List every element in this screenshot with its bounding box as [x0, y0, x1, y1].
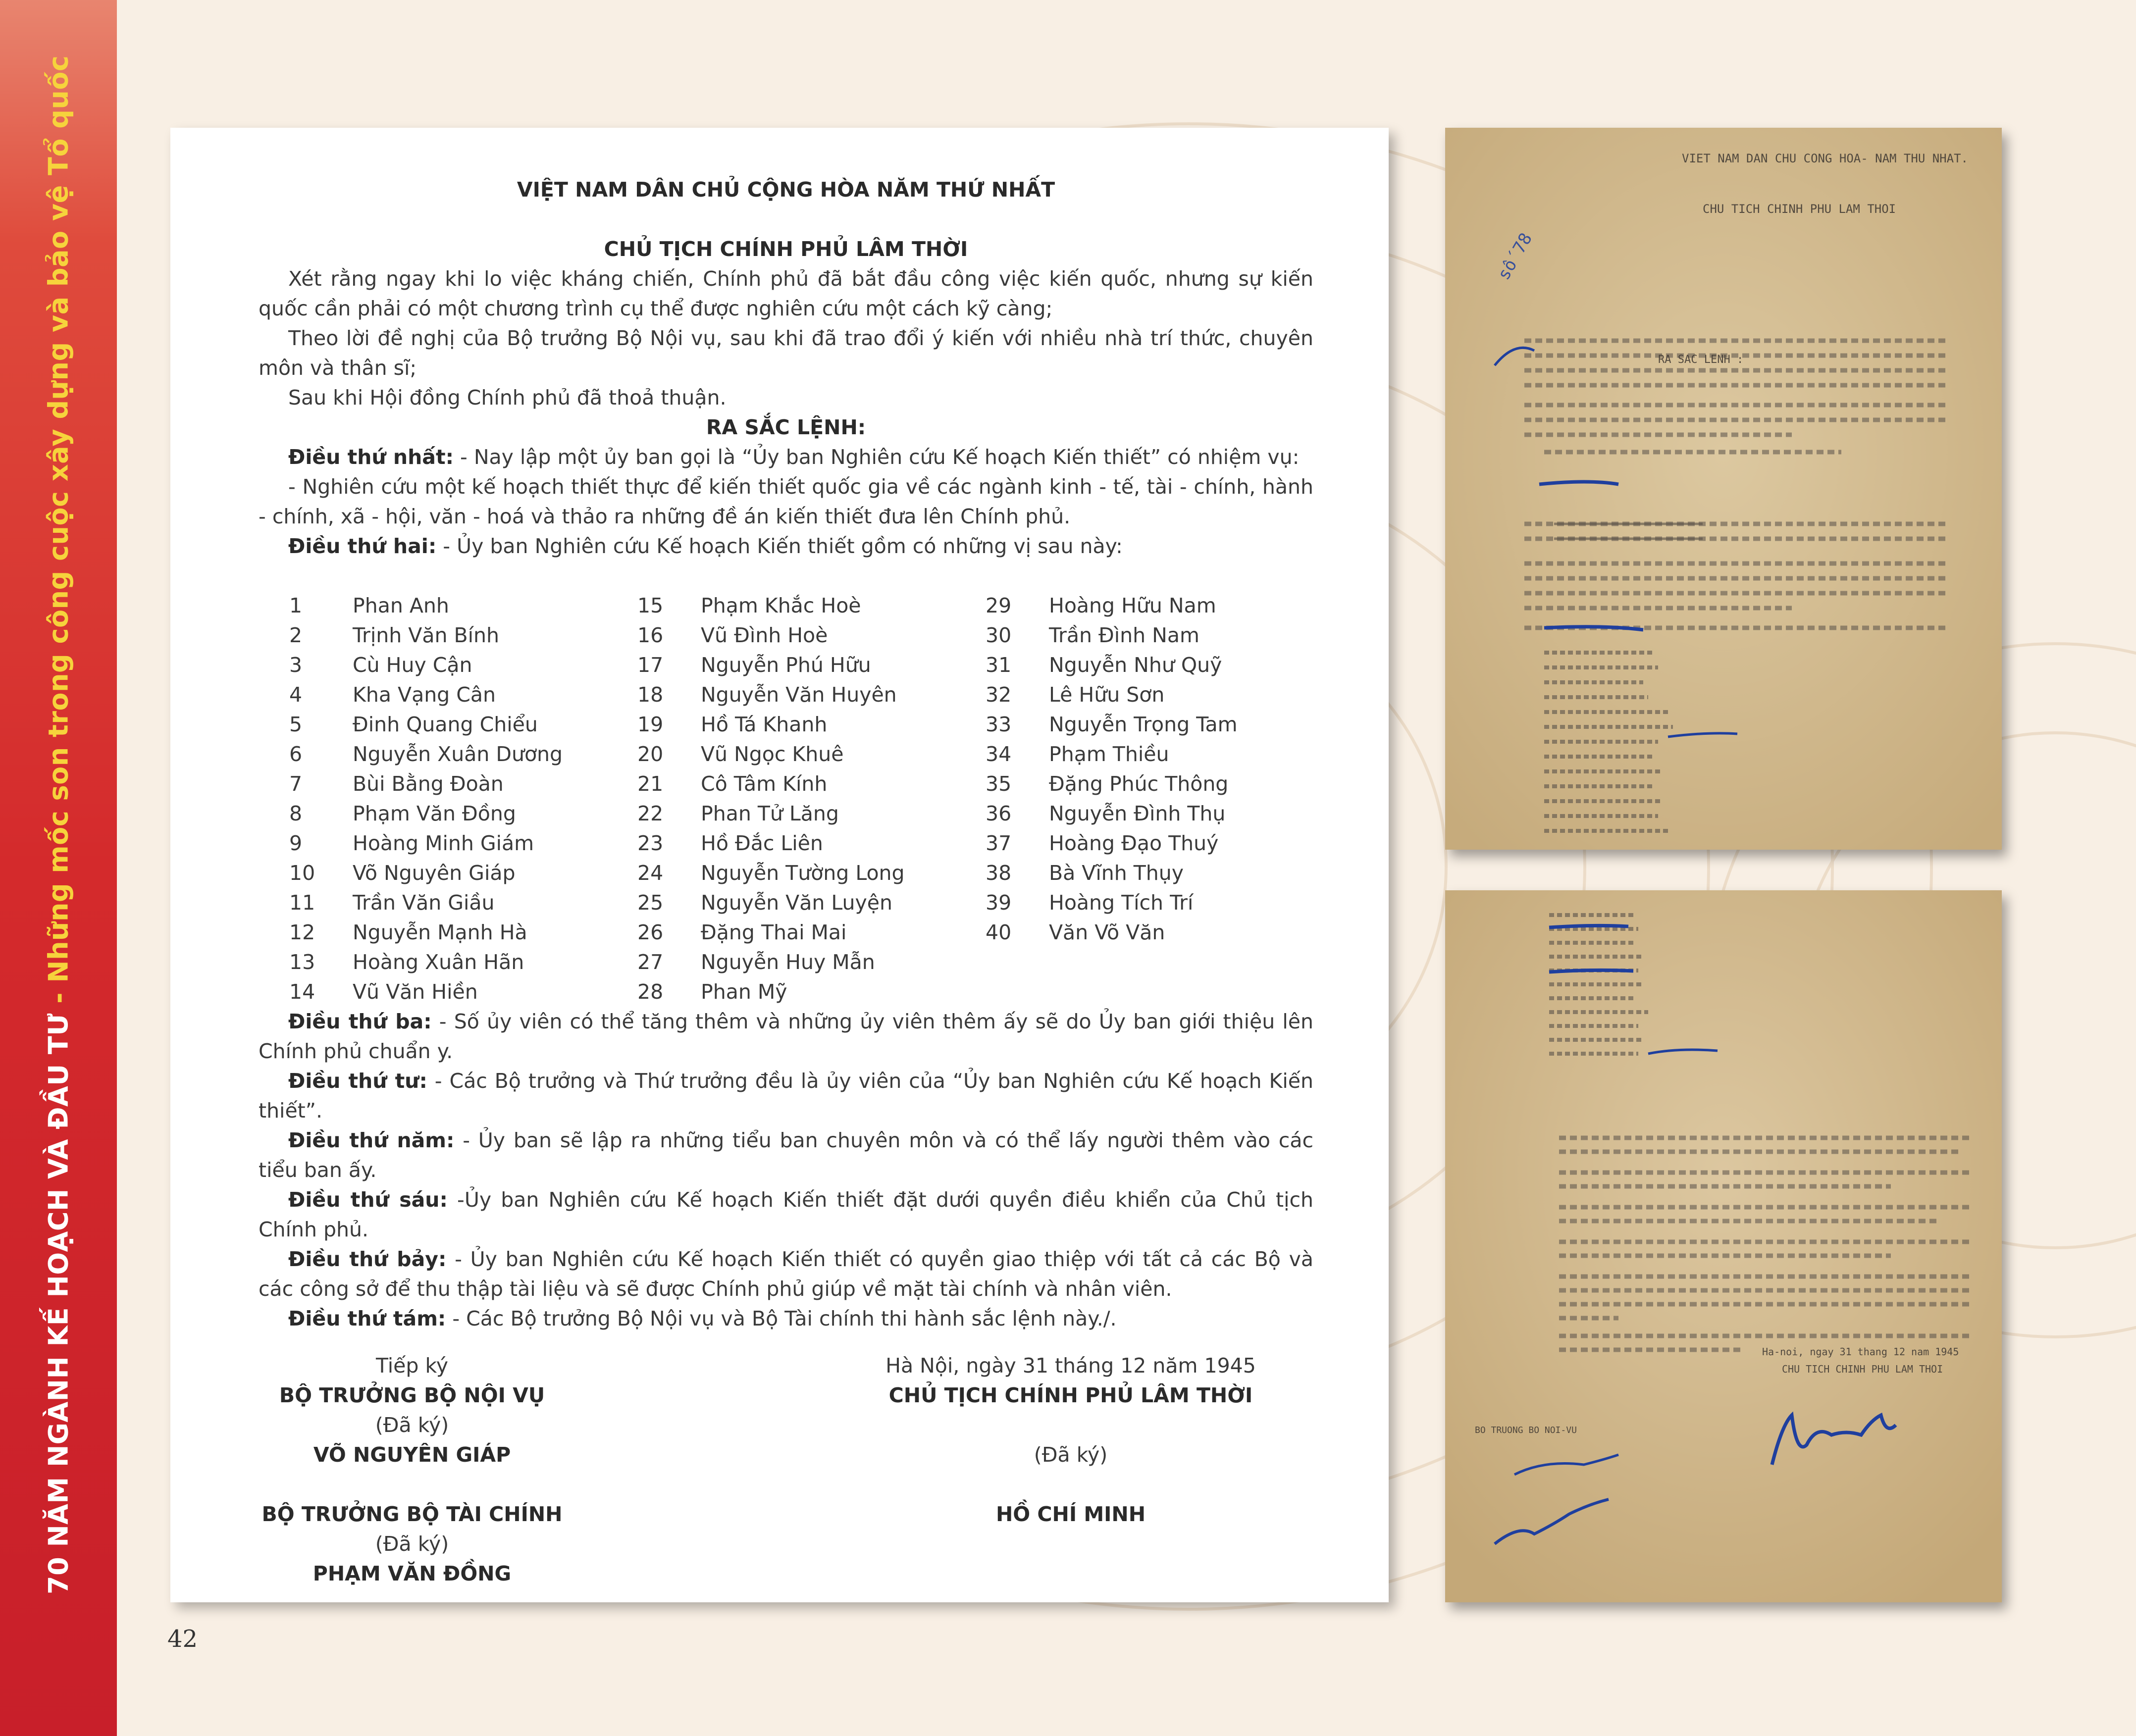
member-number: 10 — [289, 861, 315, 885]
decree-header-president: CHỦ TỊCH CHÍNH PHỦ LÂM THỜI — [604, 237, 968, 261]
scan-document-number: số 78 — [1494, 229, 1537, 284]
member-number: 27 — [637, 950, 664, 974]
member-number: 26 — [637, 920, 664, 944]
member-name — [1049, 947, 1334, 977]
member-name: Phạm Thiều — [1049, 742, 1169, 766]
article-4 — [259, 1066, 1313, 1125]
page-number: 42 — [167, 1625, 198, 1653]
member-name: Nguyễn Văn Luyện — [701, 891, 892, 915]
article-8-label: Điều thứ tám: — [288, 1307, 446, 1330]
member-number — [986, 947, 1049, 977]
preamble-3: Sau khi Hội đồng Chính phủ đã thoả thuận. — [288, 386, 727, 409]
article-5-text: - Ủy ban sẽ lập ra những tiểu ban chuyên môn và có thể lấy người thêm vào các tiểu ban ấy. — [259, 1128, 1313, 1182]
member-name: Nguyễn Xuân Dương — [353, 742, 563, 766]
article-2-label: Điều thứ hai: — [288, 534, 437, 558]
scan-interior-title: BO TRUONG BO NOI-VU — [1475, 1425, 1577, 1435]
member-number — [986, 977, 1049, 1007]
member-name: Hoàng Đạo Thuý — [1049, 831, 1219, 855]
member-number: 13 — [289, 950, 315, 974]
member-name: Vũ Ngọc Khuê — [701, 742, 844, 766]
member-name: Nguyễn Phú Hữu — [701, 653, 871, 677]
article-1-text: - Nay lập một ủy ban gọi là “Ủy ban Nghiên cứu Kế hoạch Kiến thiết” có nhiệm vụ: — [453, 445, 1300, 469]
interior-minister-name: VÕ NGUYÊN GIÁP — [313, 1443, 511, 1467]
article-1 — [259, 442, 1313, 472]
scan-decree-title: RA SAC LENH : — [1658, 354, 1744, 366]
signed-note: (Đã ký) — [1034, 1443, 1108, 1467]
member-name: Phan Tử Lăng — [701, 802, 839, 825]
member-number: 2 — [289, 623, 303, 647]
article-6-text: -Ủy ban Nghiên cứu Kế hoạch Kiến thiết đặt dưới quyền điều khiển của Chủ tịch Chính phủ. — [259, 1188, 1313, 1241]
sidebar-title-part1: 70 NĂM NGÀNH KẾ HOẠCH VÀ ĐẦU TƯ — [43, 1013, 74, 1594]
article-3-label: Điều thứ ba: — [288, 1010, 432, 1033]
signed-note: (Đã ký) — [375, 1413, 449, 1437]
article-7 — [259, 1244, 1313, 1304]
article-1-sub: - Nghiên cứu một kế hoạch thiết thực để kiến thiết quốc gia về các ngành kinh - tế, tài - chính, hành - chính, xã - hội, văn - hoá và thảo ra những đề án kiến thiết đưa lên Chính phủ. — [259, 475, 1313, 528]
interior-minister-title: BỘ TRƯỞNG BỘ NỘI VỤ — [279, 1383, 545, 1407]
member-number: 12 — [289, 920, 315, 944]
member-number: 17 — [637, 653, 664, 677]
member-number: 19 — [637, 713, 664, 736]
member-number: 39 — [986, 891, 1012, 915]
countersign-label: Tiếp ký — [375, 1354, 448, 1378]
member-number: 1 — [289, 594, 303, 617]
article-5 — [259, 1125, 1313, 1185]
sidebar-title — [43, 55, 74, 1594]
member-name: Võ Nguyên Giáp — [353, 861, 516, 885]
member-name: Hoàng Tích Trí — [1049, 891, 1194, 915]
member-number: 24 — [637, 861, 664, 885]
member-name: Hồ Tá Khanh — [701, 713, 828, 736]
signature-right — [883, 1351, 1259, 1529]
member-name: Hoàng Xuân Hãn — [353, 950, 524, 974]
article-7-text: - Ủy ban Nghiên cứu Kế hoạch Kiến thiết có quyền giao thiệp với tất cả các Bộ và các công sở để thu thập tài liệu và sẽ được Chính phủ giúp về mặt tài chính và nhân viên. — [259, 1247, 1313, 1301]
member-number: 5 — [289, 713, 303, 736]
member-name: Nguyễn Văn Huyên — [701, 683, 897, 707]
member-name: Bà Vĩnh Thụy — [1049, 861, 1184, 885]
member-number: 7 — [289, 772, 303, 796]
member-name: Trần Văn Giầu — [353, 891, 495, 915]
member-number: 8 — [289, 802, 303, 825]
member-number: 33 — [986, 713, 1012, 736]
signed-note: (Đã ký) — [375, 1532, 449, 1556]
member-name: Trần Đình Nam — [1049, 623, 1199, 647]
member-name: Hoàng Minh Giám — [353, 831, 534, 855]
member-number: 18 — [637, 683, 664, 707]
member-name: Đinh Quang Chiểu — [353, 713, 538, 736]
signature-left — [259, 1351, 566, 1588]
member-number: 29 — [986, 594, 1012, 617]
member-number: 16 — [637, 623, 664, 647]
member-number: 34 — [986, 742, 1012, 766]
member-number: 36 — [986, 802, 1012, 825]
member-name: Nguyễn Đình Thụ — [1049, 802, 1226, 825]
member-number: 3 — [289, 653, 303, 677]
finance-minister-name: PHẠM VĂN ĐỒNG — [313, 1562, 512, 1585]
member-number: 35 — [986, 772, 1012, 796]
article-1-label: Điều thứ nhất: — [288, 445, 454, 469]
member-name: Hoàng Hữu Nam — [1049, 594, 1216, 617]
member-name — [1049, 977, 1334, 1007]
preamble-1: Xét rằng ngay khi lo việc kháng chiến, Chính phủ đã bắt đầu công việc kiến quốc, nhưng sự kiến quốc cần phải có một chương trình cụ thể được nghiên cứu một cách kỹ càng; — [259, 267, 1313, 320]
member-number: 23 — [637, 831, 664, 855]
original-scan-page-2 — [1445, 890, 2002, 1602]
decree-header-country: VIỆT NAM DÂN CHỦ CỘNG HÒA NĂM THỨ NHẤT — [517, 178, 1055, 202]
article-3 — [259, 1007, 1313, 1066]
member-number: 37 — [986, 831, 1012, 855]
member-name: Hồ Đắc Liên — [701, 831, 823, 855]
article-2-text: - Ủy ban Nghiên cứu Kế hoạch Kiến thiết gồm có những vị sau này: — [436, 534, 1123, 558]
president-title: CHỦ TỊCH CHÍNH PHỦ LÂM THỜI — [888, 1383, 1253, 1407]
preamble-2: Theo lời đề nghị của Bộ trưởng Bộ Nội vụ, sau khi đã trao đổi ý kiến với nhiều nhà trí thức, chuyên môn và thân sĩ; — [259, 326, 1313, 380]
article-4-label: Điều thứ tư: — [288, 1069, 427, 1093]
scan-subheader: CHU TICH CHINH PHU LAM THOI — [1703, 202, 1896, 216]
article-3-text: - Số ủy viên có thể tăng thêm và những ủy viên thêm ấy sẽ do Ủy ban giới thiệu lên Chính phủ chuẩn y. — [259, 1010, 1313, 1063]
member-name: Văn Võ Văn — [1049, 920, 1165, 944]
scan-president-title: CHU TICH CHINH PHU LAM THOI — [1782, 1363, 1943, 1375]
member-name: Phạm Văn Đồng — [353, 802, 516, 825]
article-5-label: Điều thứ năm: — [288, 1128, 455, 1152]
member-number: 20 — [637, 742, 664, 766]
scan-header: VIET NAM DAN CHU CONG HOA- NAM THU NHAT. — [1682, 152, 1968, 165]
article-4-text: - Các Bộ trưởng và Thứ trưởng đều là ủy viên của “Ủy ban Nghiên cứu Kế hoạch Kiến thiết”. — [259, 1069, 1313, 1123]
member-name: Nguyễn Tường Long — [701, 861, 905, 885]
member-name: Phan Anh — [353, 594, 449, 617]
member-name: Lê Hữu Sơn — [1049, 683, 1165, 707]
member-name: Nguyễn Như Quỹ — [1049, 653, 1222, 677]
member-name: Bùi Bằng Đoàn — [353, 772, 504, 796]
member-number: 14 — [289, 980, 315, 1004]
scan-texture — [1445, 890, 2002, 1602]
member-number: 11 — [289, 891, 315, 915]
member-number: 6 — [289, 742, 303, 766]
member-number: 38 — [986, 861, 1012, 885]
sidebar-title-part2: - Những mốc son trong công cuộc xây dựng và bảo vệ Tổ quốc — [43, 55, 74, 1014]
member-number: 15 — [637, 594, 664, 617]
member-number: 40 — [986, 920, 1012, 944]
member-name: Trịnh Văn Bính — [353, 623, 499, 647]
member-name: Vũ Đình Hoè — [701, 623, 828, 647]
member-list — [289, 591, 1313, 1007]
member-number: 22 — [637, 802, 664, 825]
finance-minister-title: BỘ TRƯỞNG BỘ TÀI CHÍNH — [261, 1502, 563, 1526]
article-7-label: Điều thứ bảy: — [288, 1247, 447, 1271]
scan-date: Ha-noi, ngay 31 thang 12 nam 1945 — [1762, 1346, 1959, 1358]
article-6 — [259, 1185, 1313, 1244]
member-number: 32 — [986, 683, 1012, 707]
president-name: HỒ CHÍ MINH — [995, 1502, 1146, 1526]
decree-body — [259, 175, 1313, 1585]
member-number: 9 — [289, 831, 303, 855]
decree-title: RA SẮC LỆNH: — [706, 415, 866, 439]
member-number: 30 — [986, 623, 1012, 647]
member-number: 31 — [986, 653, 1012, 677]
member-number: 21 — [637, 772, 664, 796]
member-name: Cô Tâm Kính — [701, 772, 828, 796]
member-name: Phan Mỹ — [701, 980, 787, 1004]
original-scan-page-1 — [1445, 128, 2002, 850]
article-2 — [259, 531, 1313, 561]
member-name: Vũ Văn Hiền — [353, 980, 478, 1004]
article-8-text: - Các Bộ trưởng Bộ Nội vụ và Bộ Tài chính thi hành sắc lệnh này./. — [446, 1307, 1117, 1330]
member-number: 4 — [289, 683, 303, 707]
member-number: 28 — [637, 980, 664, 1004]
member-name: Đặng Thai Mai — [701, 920, 847, 944]
member-name: Cù Huy Cận — [353, 653, 472, 677]
member-name: Nguyễn Huy Mẫn — [701, 950, 875, 974]
member-number: 25 — [637, 891, 664, 915]
decree-date: Hà Nội, ngày 31 tháng 12 năm 1945 — [886, 1354, 1256, 1378]
member-name: Nguyễn Mạnh Hà — [353, 920, 527, 944]
member-name: Kha Vạng Cân — [353, 683, 496, 707]
article-6-label: Điều thứ sáu: — [288, 1188, 448, 1212]
member-name: Phạm Khắc Hoè — [701, 594, 861, 617]
article-8 — [259, 1304, 1313, 1333]
member-name: Đặng Phúc Thông — [1049, 772, 1229, 796]
member-name: Nguyễn Trọng Tam — [1049, 713, 1238, 736]
decree-transcription — [170, 128, 1389, 1602]
